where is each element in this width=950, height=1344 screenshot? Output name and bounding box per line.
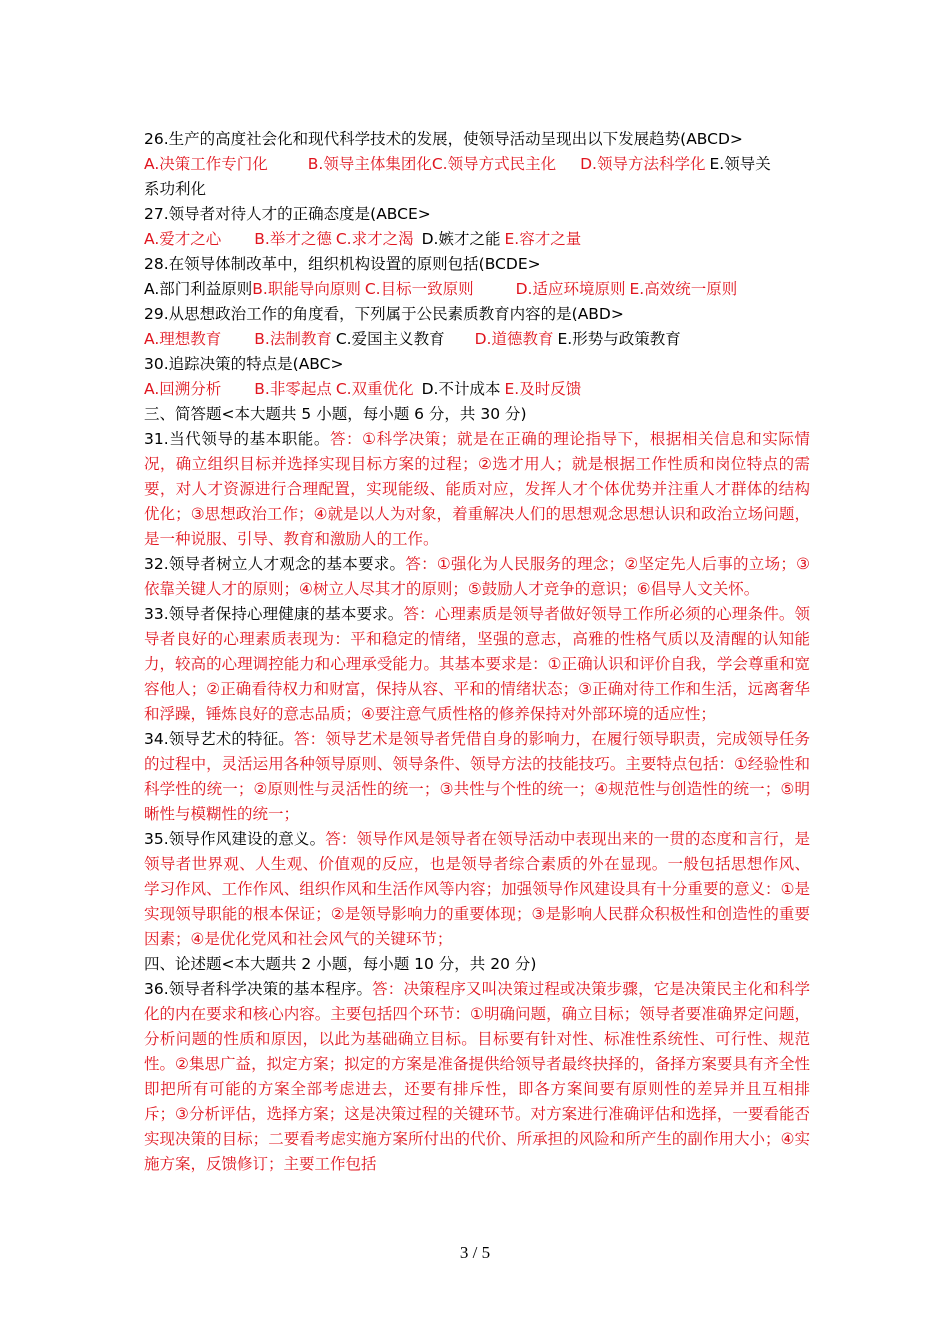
q28-option-d: D.适应环境原则 — [515, 280, 626, 298]
q28-options — [144, 277, 810, 302]
q34-item — [144, 727, 810, 827]
q36-question: 36.领导者科学决策的基本程序。 — [144, 980, 373, 998]
q27-option-a: A.爱才之心 — [144, 230, 222, 248]
q29-options — [144, 327, 810, 352]
q26-option-e-cont: 系功利化 — [144, 180, 207, 198]
q26-option-b: B.领导主体集团化 — [307, 155, 432, 173]
q35-item — [144, 827, 810, 952]
q33-answer: 答：心理素质是领导者做好领导工作所必须的心理条件。领导者良好的心理素质表现为：平和稳定的情绪，坚强的意志，高雅的性格气质以及清醒的认知能力，较高的心理调控能力和心理承受能力。其基本要求是：①正确认识和评价自我，学会尊重和宽容他人；②正确看待权力和财富，保持从容、平和的情绪状态；③正确对待工作和生活，远离奢华和浮躁，锤炼良好的意志品质；④要注意气质性格的修养保持对外部环境的适应性； — [144, 605, 810, 723]
page-number: 3 / 5 — [459, 1243, 491, 1262]
q29-option-c: C.爱国主义教育 — [335, 330, 445, 348]
q27-stem: 27.领导者对待人才的正确态度是(ABCE> — [144, 205, 431, 223]
section-4-heading: 四、论述题<本大题共 2 小题，每小题 10 分，共 20 分) — [144, 955, 537, 973]
q29-option-a: A.理想教育 — [144, 330, 222, 348]
q32-question: 32.领导者树立人才观念的基本要求。 — [144, 555, 406, 573]
q31-item — [144, 427, 810, 552]
q30-option-b: B.非零起点 — [254, 380, 332, 398]
section-3-heading: 三、简答题<本大题共 5 小题，每小题 6 分，共 30 分) — [144, 405, 527, 423]
q29-option-e: E.形势与政策教育 — [557, 330, 681, 348]
q26-option-a: A.决策工作专门化 — [144, 155, 268, 173]
q30-option-d: D.不计成本 — [421, 380, 501, 398]
q32-item — [144, 552, 810, 602]
q29-stem: 29.从思想政治工作的角度看，下列属于公民素质教育内容的是(ABD> — [144, 305, 624, 323]
q36-answer: 答：决策程序又叫决策过程或决策步骤，它是决策民主化和科学化的内在要求和核心内容。主要包括四个环节：①明确问题，确立目标；领导者要准确界定问题，分析问题的性质和原因，以此为基础确立目标。目标要有针对性、标准性系统性、可行性、规范性。②集思广益，拟定方案；拟定的方案是准备提供给领导者最终抉择的，备择方案要具有齐全性即把所有可能的方案全部考虑进去，还要有排斥性，即各方案间要有原则性的差异并且互相排斥；③分析评估，选择方案；这是决策过程的关键环节。对方案进行准确评估和选择，一要看能否实现决策的目标；二要看考虑实施方案所付出的代价、所承担的风险和所产生的副作用大小；④实施方案，反馈修订；主要工作包括 — [144, 980, 810, 1173]
q32-answer: 答：①强化为人民服务的理念；②坚定先人后事的立场；③依靠关键人才的原则；④树立人尽其才的原则；⑤鼓励人才竞争的意识；⑥倡导人文关怀。 — [144, 555, 810, 598]
q30-stem: 30.追踪决策的特点是(ABC> — [144, 355, 344, 373]
q30-options — [144, 377, 810, 402]
q31-question: 31.当代领导的基本职能。 — [144, 430, 330, 448]
q28-option-c: C.目标一致原则 — [364, 280, 474, 298]
q33-item — [144, 602, 810, 727]
q36-item — [144, 977, 810, 1177]
q28-stem: 28.在领导体制改革中，组织机构设置的原则包括(BCDE> — [144, 255, 541, 273]
q26-stem: 26.生产的高度社会化和现代科学技术的发展，使领导活动呈现出以下发展趋势(ABCD> — [144, 130, 743, 148]
q30-option-e: E.及时反馈 — [504, 380, 582, 398]
q29-option-d: D.道德教育 — [474, 330, 554, 348]
q34-answer: 答：领导艺术是领导者凭借自身的影响力，在履行领导职责，完成领导任务的过程中，灵活运用各种领导原则、领导条件、领导方法的技能技巧。主要特点包括：①经验性和科学性的统一；②原则性与灵活性的统一；③共性与个性的统一；④规范性与创造性的统一；⑤明晰性与模糊性的统一； — [144, 730, 810, 823]
q27-option-b: B.举才之德 — [254, 230, 332, 248]
q29-option-b: B.法制教育 — [254, 330, 332, 348]
q28-option-b: B.职能导向原则 — [252, 280, 361, 298]
q27-option-e: E.容才之量 — [504, 230, 582, 248]
q26-option-d: D.领导方法科学化 — [580, 155, 706, 173]
q30-option-a: A.回溯分析 — [144, 380, 222, 398]
q26-option-c: C.领导方式民主化 — [431, 155, 557, 173]
q35-question: 35.领导作风建设的意义。 — [144, 830, 326, 848]
q34-question: 34.领导艺术的特征。 — [144, 730, 294, 748]
q33-question: 33.领导者保持心理健康的基本要求。 — [144, 605, 404, 623]
q27-option-c: C.求才之渴 — [335, 230, 414, 248]
q30-option-c: C.双重优化 — [335, 380, 414, 398]
q27-options — [144, 227, 810, 252]
q28-option-a: A.部门利益原则 — [144, 280, 253, 298]
q26-option-e: E.领导关 — [709, 155, 771, 173]
q35-answer: 答：领导作风是领导者在领导活动中表现出来的一贯的态度和言行，是领导者世界观、人生观、价值观的反应，也是领导者综合素质的外在显现。一般包括思想作风、学习作风、工作作风、组织作风和生活作风等内容；加强领导作风建设具有十分重要的意义：①是实现领导职能的根本保证；②是领导影响力的重要体现；③是影响人民群众积极性和创造性的重要因素；④是优化党风和社会风气的关键环节； — [144, 830, 810, 948]
q31-answer: 答：①科学决策；就是在正确的理论指导下，根据相关信息和实际情况，确立组织目标并选择实现目标方案的过程；②选才用人；就是根据工作性质和岗位特点的需要，对人才资源进行合理配置，实现能级、能质对应，发挥人才个体优势并注重人才群体的结构优化；③思想政治工作；④就是以人为对象，着重解决人们的思想观念思想认识和政治立场问题，是一种说服、引导、教育和激励人的工作。 — [144, 430, 810, 548]
q28-option-e: E.高效统一原则 — [629, 280, 738, 298]
q26-options — [144, 152, 810, 177]
q27-option-d: D.嫉才之能 — [421, 230, 501, 248]
document-page — [144, 127, 810, 1177]
